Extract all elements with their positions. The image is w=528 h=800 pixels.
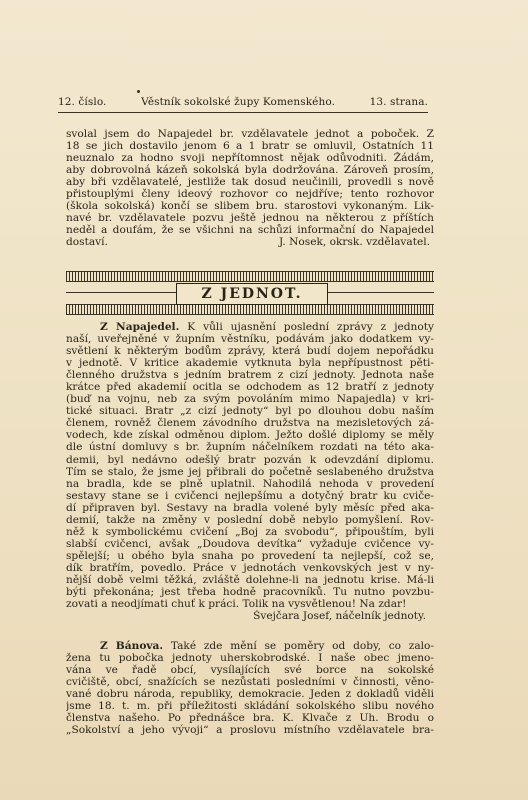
text-line: dostaví. J. Nosek, okrsk. vzdělavatel. <box>66 236 430 249</box>
text-line: neděl a doufám, že se všichni na schůzi informační do Napajedel <box>66 224 434 237</box>
article-heading: Z Napajedel. <box>100 321 180 333</box>
text-line: dle ústní domluvy s br. župním náčelníkem rozdati na této aka- <box>66 441 434 454</box>
text-line: jsme 18. t. m. při příležitosti skládání sokolského slibu nového <box>66 700 434 713</box>
text-line: přistouplými členy ideový rozhovor co nejdříve; tento rozhovor <box>66 188 434 201</box>
text-line: něž k symbolickému cvičení „Boj za svobodu“, připouštím, byli <box>66 525 434 538</box>
text-line: světlení k některým bodům zprávy, která budí dojem nepořádku <box>66 345 434 358</box>
text-line: nější době velmi těžká, zvláště dolehne-li na jednotu krise. Má-li <box>66 573 434 586</box>
text-line: krátce před akademií ocitla se odchodem as 12 bratří z jednoty <box>66 381 434 394</box>
section-title: Z JEDNOT. <box>176 283 328 305</box>
text-line: býti překonána; jest třeba hodně pracovníků. Tu nutno povzbu- <box>66 586 434 599</box>
line-text: Také zde mění se poměry od doby, co zalo- <box>163 640 434 652</box>
article-signature: Švejčara Josef, náčelník jednoty. <box>253 610 426 623</box>
text-line: cvičiště, obcí, snažících se nezůstati posledními v činnosti, věno- <box>66 676 434 689</box>
text-line: demií, takže na změny v poslední době nebylo pomyšlení. Rov- <box>66 513 434 526</box>
article-banova <box>66 640 434 736</box>
text-line: členem, rovněž členem závodního družstva na mezisletových zá- <box>66 417 434 430</box>
text-line: žena tu pobočka jednoty uherskobrodské. I naše obec jmeno- <box>66 652 434 665</box>
text-line <box>66 321 434 333</box>
text-line: 18 se jich dostavilo jenom 6 a 1 bratr se omluvil, Ostatních 11 <box>66 140 434 153</box>
text-line: vodech, kde získal odměnou diplom. Ježto došlé diplomy se měly <box>66 429 434 442</box>
text-line: dí připraven byl. Sestavy na bradla volené byly měsíc před aka- <box>66 501 434 514</box>
text-line: zovati a neodjímati chuť k práci. Tolik na vysvětlenou! Na zdar! <box>66 598 407 611</box>
text-line: (škola sokolská) končí se slibem bru. starostovi vykonaným. Lik- <box>66 200 434 213</box>
article-heading: Z Bánova. <box>100 640 164 652</box>
text-line: členstva našeho. Po přednášce bra. K. Klvače z Uh. Brodu o <box>66 712 434 725</box>
text-line: v jednotě. V kritice akademie vytknuta byla nepřípustnost pěti- <box>66 357 434 370</box>
text-line: členného družstva s jedním bratrem z cizí jednoty. Jednota naše <box>66 369 434 382</box>
text-line: tické situaci. Bratr „z cizí jednoty“ byl po dlouhou dobu naším <box>66 405 434 418</box>
text-line: dík bratřím, povedlo. Práce v jednotách venkovských jest v ny- <box>66 561 434 574</box>
text-line: naší, uveřejněné v župním věstníku, podávám jako dodatkem vy- <box>66 333 434 346</box>
text-line: demii, byl nedávno odešlý bratr pozván k odevzdání diplomu. <box>66 453 434 466</box>
text-line: vána ve řadě obcí, vysílajících své borce na sokolské <box>66 664 434 677</box>
running-header <box>58 96 428 113</box>
text-line: aby bři vzdělavatelé, jestliže tak dosud neučinili, provedli s nově <box>66 176 434 189</box>
text-line: aby dobrovolná kázeň sokolská byla dodržována. Zároveň prosím, <box>66 164 434 177</box>
banner-stripe-bottom <box>66 304 434 315</box>
page-number: 13. strana. <box>369 96 428 108</box>
text-line: Tím se stalo, že jsme jej přibrali do početně seslabeného družstva <box>66 465 434 478</box>
section-banner <box>66 271 434 315</box>
article-napajedel <box>66 321 434 622</box>
journal-title: Věstník sokolské župy Komenského. <box>141 96 336 108</box>
intro-signature: J. Nosek, okrsk. vzdělavatel. <box>278 236 430 249</box>
print-speck <box>137 90 140 93</box>
line-text: K vůli ujasnění poslední zprávy z jednoty <box>179 321 434 333</box>
text-line: „Sokolství a jeho vývoji“ a proslovu místního vzdělavatele bra- <box>66 724 434 737</box>
intro-paragraph <box>66 128 434 248</box>
text-line: navé br. vzdělavatele pozvu ještě jednou na některou z příštích <box>66 212 434 225</box>
text-line: spělejší; u obého byla snaha po provedení ta nejlepší, což se, <box>66 549 434 562</box>
text-line: svolal jsem do Napajedel br. vzdělavatele jednot a poboček. Z <box>66 128 434 140</box>
text-line: sestavy stane se i cvičenci nejlepšímu a dotyčný bratr ku cviče- <box>66 489 434 502</box>
text-line <box>66 640 434 652</box>
banner-stripe-top <box>66 271 434 282</box>
text-line: (buď na vojnu, neb za svým povoláním mimo Napajedla) v kri- <box>66 393 434 406</box>
text-line: neuznalo za hodno svoji nepřítomnost nějak odůvodniti. Žádám, <box>66 152 434 165</box>
text-line: slabší cvičenci, avšak „Doudova devítka“ vyžaduje cvičence vy- <box>66 537 434 550</box>
text-line: na bradla, kde se plně uplatnil. Nahodilá nehoda v provedení <box>66 477 434 490</box>
issue-number: 12. číslo. <box>58 96 107 108</box>
text-line: vané dobru národa, republiky, demokracie. Jeden z dokladů viděli <box>66 688 434 701</box>
